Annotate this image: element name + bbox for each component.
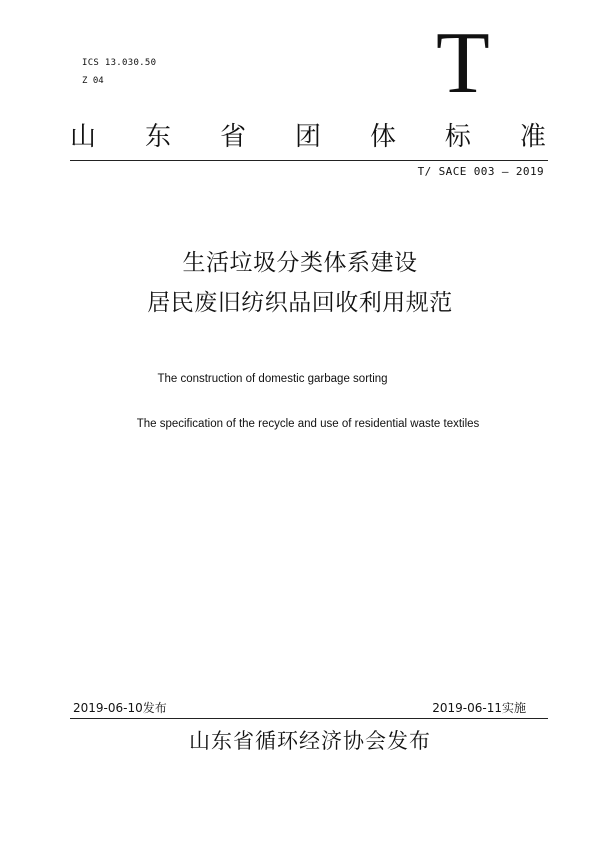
standard-type-char: 省 [219,122,246,152]
standard-category-letter: T [436,15,490,112]
standard-type-char: 体 [369,122,396,152]
chinese-title-line-1: 生活垃圾分类体系建设 [182,250,418,276]
classification-code: Z 04 [82,76,104,86]
footer-divider [70,718,548,719]
issue-date: 2019-06-10发布 [73,701,167,715]
standard-number: T/ SACE 003 — 2019 [417,165,544,178]
ics-code: ICS 13.030.50 [82,58,157,68]
standard-type-char: 标 [444,122,471,152]
standard-type-char: 东 [144,122,171,152]
english-title-line-1: The construction of domestic garbage sorting [157,373,388,385]
publisher: 山东省循环经济协会发布 [189,729,431,753]
implementation-date: 2019-06-11实施 [432,701,526,715]
standard-type-char: 准 [519,122,546,152]
standard-type-char: 山 [70,122,97,152]
chinese-title-line-2: 居民废旧纺织品回收利用规范 [147,290,453,316]
standard-type-char: 团 [294,122,321,152]
standard-type-heading [70,120,546,154]
english-title-line-2: The specification of the recycle and use of residential waste textiles [136,418,480,430]
header-divider [70,160,548,161]
